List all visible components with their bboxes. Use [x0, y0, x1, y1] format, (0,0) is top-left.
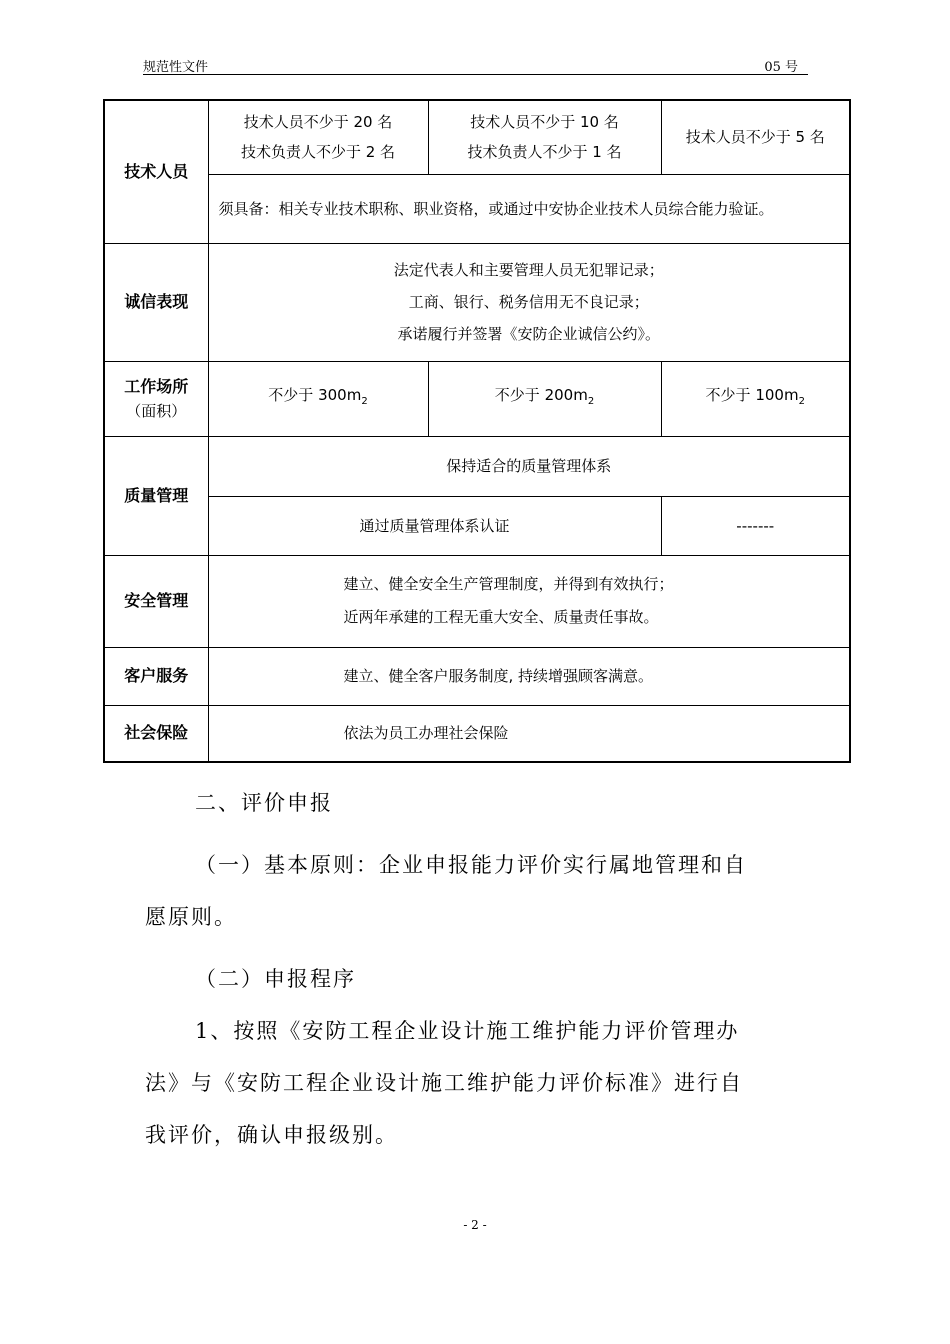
table-row: [104, 361, 850, 436]
integrity-line: 承诺履行并签署《安防企业诚信公约》。: [397, 325, 660, 343]
header-doc-number: 05 号: [764, 60, 798, 75]
social-cell: 依法为员工办理社会保险: [208, 705, 850, 762]
tech-grade1-lead: 技术负责人不少于 2 名: [240, 143, 396, 162]
integrity-cell: [208, 243, 850, 361]
page-number: - 2 -: [463, 1218, 487, 1232]
section-title: 二、评价申报: [195, 791, 333, 815]
tech-cell-grade3: 技术人员不少于 5 名: [661, 100, 850, 174]
row-label-safety: 安全管理: [104, 555, 208, 647]
workplace-grade2: 不少于 $200m_2$: [428, 361, 661, 436]
table-row: [104, 100, 850, 174]
workplace-label: 工作场所: [124, 376, 189, 396]
page-header: [143, 56, 808, 75]
row-label-workplace: [104, 361, 208, 436]
table-row: [104, 705, 850, 762]
table-row: [104, 555, 850, 647]
workplace-sublabel: （面积）: [126, 401, 187, 420]
workplace-grade3: 不少于 $100m_2$: [661, 361, 850, 436]
subsection-title: （二）申报程序: [195, 967, 356, 991]
workplace-grade1: 不少于 $300m_2$: [208, 361, 428, 436]
quality-cert-grade3: -------: [661, 496, 850, 555]
tech-grade1-staff: 技术人员不少于 20 名: [243, 113, 393, 132]
row-label-integrity: 诚信表现: [104, 243, 208, 361]
table-row: [104, 436, 850, 496]
tech-requirement-note: 须具备：相关专业技术职称、职业资格，或通过中安协企业技术人员综合能力验证。: [208, 174, 850, 243]
integrity-line: 法定代表人和主要管理人员无犯罪记录；: [393, 261, 664, 279]
customer-cell: 建立、健全客户服务制度, 持续增强顾客满意。: [208, 647, 850, 705]
tech-cell-grade1: [208, 100, 428, 174]
table-row: [104, 647, 850, 705]
table-row: [104, 243, 850, 361]
row-label-social: 社会保险: [104, 705, 208, 762]
tech-cell-grade2: [428, 100, 661, 174]
quality-system-cell: 保持适合的质量管理体系: [208, 436, 850, 496]
row-label-customer: 客户服务: [104, 647, 208, 705]
tech-grade2-lead: 技术负责人不少于 1 名: [467, 143, 622, 162]
row-label-quality: 质量管理: [104, 436, 208, 555]
integrity-line: 工商、银行、税务信用无不良记录；: [408, 293, 649, 311]
tech-grade2-staff: 技术人员不少于 10 名: [470, 113, 619, 132]
safety-line: 建立、健全安全生产管理制度，并得到有效执行；: [343, 575, 674, 593]
safety-line: 近两年承建的工程无重大安全、质量责任事故。: [343, 608, 659, 626]
header-doc-type: 规范性文件: [143, 60, 209, 75]
qualification-table: [103, 99, 851, 763]
paragraph-line: 1、按照《安防工程企业设计施工维护能力评价管理办: [195, 1019, 740, 1043]
quality-cert-cell: 通过质量管理体系认证: [208, 496, 661, 555]
paragraph-line: 我评价，确认申报级别。: [145, 1123, 398, 1147]
paragraph-line: 愿原则。: [145, 905, 237, 929]
table-row: [104, 174, 850, 243]
paragraph-line: （一）基本原则：企业申报能力评价实行属地管理和自: [195, 853, 747, 877]
row-label-tech: 技术人员: [104, 100, 208, 243]
paragraph-line: 法》与《安防工程企业设计施工维护能力评价标准》进行自: [145, 1071, 743, 1095]
table-row: [104, 496, 850, 555]
safety-cell: [208, 555, 850, 647]
